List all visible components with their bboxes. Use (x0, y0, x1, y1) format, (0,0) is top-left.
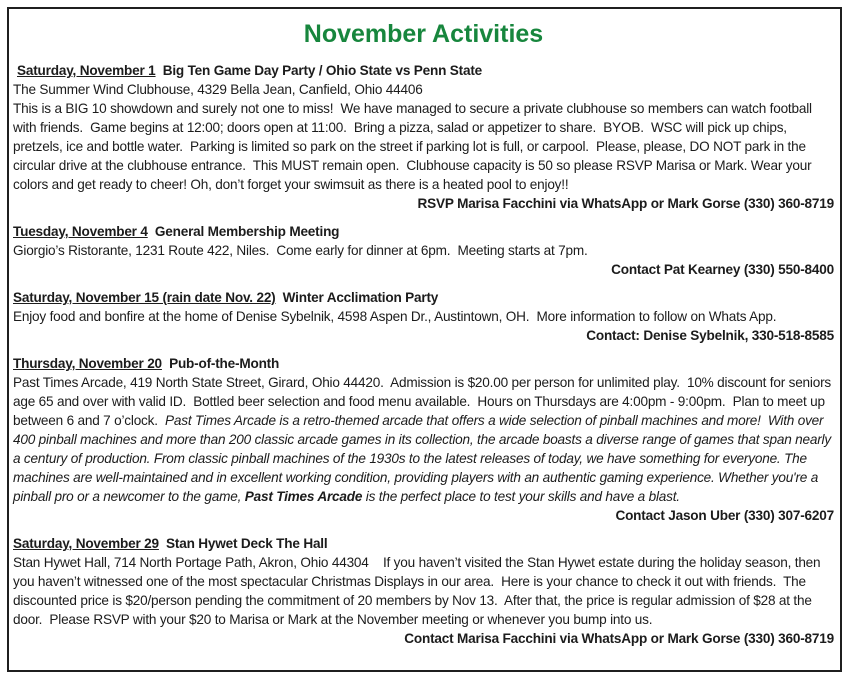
event-date: Saturday, November 29 (13, 536, 159, 551)
event-date: Saturday, November 1 (17, 63, 156, 78)
event-body-bold-italic-text: Past Times Arcade (244, 489, 363, 504)
event-date: Tuesday, November 4 (13, 224, 148, 239)
event-body-italic-text: is the perfect place to test your skills and have a blast. (362, 489, 688, 504)
event-heading (13, 534, 834, 553)
event-section-pub-of-the-month (13, 354, 834, 525)
event-contact: Contact Pat Kearney (330) 550-8400 (611, 262, 834, 277)
event-title: Stan Hywet Deck The Hall (158, 536, 328, 551)
event-section-big-ten-party (13, 61, 834, 213)
event-date: Thursday, November 20 (13, 356, 162, 371)
event-body-italic-text: Past Times Arcade is a retro-themed arcade that offers a wide selection of pinball machines and more! With over 400 pinball machines and more than 200 classic arcade games in its collection, the arcade boasts a diverse range of games that span nearly a century of production. From classic pinball machines of the 1930s to the latest releases of today, we have something for everyone. The machines are well-maintained and in excellent working condition, providing players with an authentic gaming experience. Whether you're a pinball pro or a newcomer to the game, (13, 413, 835, 504)
event-date: Saturday, November 15 (rain date Nov. 22) (13, 290, 276, 305)
event-section-winter-acclimation-party (13, 288, 834, 345)
event-contact: RSVP Marisa Facchini via WhatsApp or Mark Gorse (330) 360-8719 (417, 196, 834, 211)
event-title: Pub-of-the-Month (161, 356, 280, 371)
event-body: This is a BIG 10 showdown and surely not one to miss! We have managed to secure a private clubhouse so members can watch football with friends. Game begins at 12:00; doors open at 11:00. Bring a pizza, salad or appetizer to share. BYOB. WSC will pick up chips, pretzels, ice and bottle water. Parking is limited so park on the street if parking lot is full, or carpool. Please, please, DO NOT park in the circular drive at the clubhouse entrance. This MUST remain open. Clubhouse capacity is 50 so please RSVP Marisa or Mark. Wear your colors and get ready to cheer! Oh, don’t forget your swimsuit as there is a heated pool to enjoy!! (13, 101, 816, 192)
event-section-membership-meeting (13, 222, 834, 279)
event-body (13, 307, 834, 343)
event-body (13, 373, 835, 523)
event-location: Giorgio’s Ristorante, 1231 Route 422, Niles. Come early for dinner at 6pm. Meeting starts at 7pm. (13, 243, 588, 258)
event-body-text: Stan Hywet Hall, 714 North Portage Path, Akron, Ohio 44304 If you haven’t visited the Stan Hywet estate during the holiday season, then you haven’t witnessed one of the most spectacular Christmas Displays in our area. Here is your chance to check it out with friends. The discounted price is $20/person pending the commitment of 20 members by Nov 13. After that, the price is regular admission of $28 at the door. Please RSVP with your $20 to Marisa or Mark at the November meeting or whenever you bump into us. (13, 555, 824, 627)
event-heading (13, 61, 834, 80)
event-section-stan-hywet (13, 534, 834, 648)
event-title: General Membership Meeting (147, 224, 340, 239)
event-heading (13, 222, 834, 241)
event-contact: Contact: Denise Sybelnik, 330-518-8585 (586, 328, 834, 343)
page-title: November Activities (303, 20, 544, 48)
document-frame (7, 7, 842, 672)
event-title: Winter Acclimation Party (275, 290, 439, 305)
event-body-text: Enjoy food and bonfire at the home of Denise Sybelnik, 4598 Aspen Dr., Austintown, OH. More information to follow on Whats App. (13, 309, 784, 324)
event-location: The Summer Wind Clubhouse, 4329 Bella Jean, Canfield, Ohio 44406 (13, 82, 423, 97)
event-contact: Contact Jason Uber (330) 307-6207 (615, 508, 834, 523)
event-title: Big Ten Game Day Party / Ohio State vs Penn State (155, 63, 483, 78)
event-body-text: Past Times Arcade, 419 North State Street, Girard, Ohio 44420. Admission is $20.00 per person for unlimited play. 10% discount for seniors age 65 and over with valid ID. Bottled beer selection and food menu available. Hours on Thursdays are 4:00pm - 9:00pm. Plan to meet up between 6 and 7 o’clock. (13, 375, 835, 428)
event-body (13, 553, 834, 646)
event-heading (13, 288, 834, 307)
event-heading (13, 354, 834, 373)
event-contact: Contact Marisa Facchini via WhatsApp or Mark Gorse (330) 360-8719 (404, 631, 834, 646)
